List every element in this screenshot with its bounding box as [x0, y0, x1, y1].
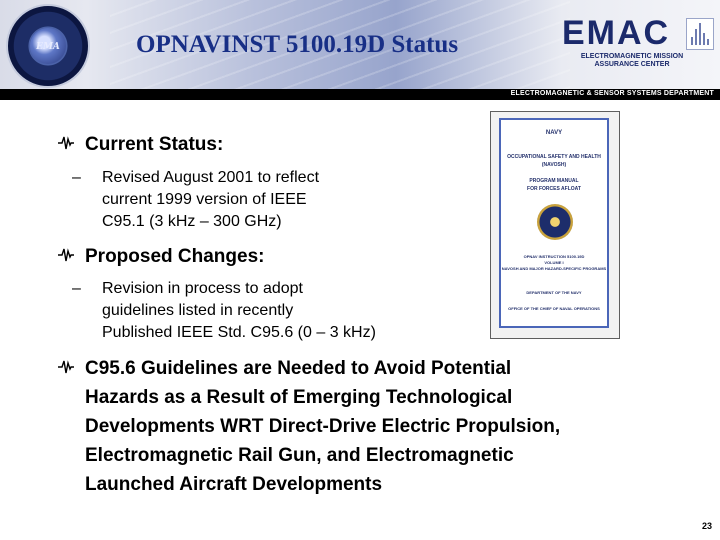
sub-line: Published IEEE Std. C95.6 (0 – 3 kHz): [102, 324, 376, 341]
sub-line: Revision in process to adopt: [102, 280, 303, 297]
dash-marker: –: [72, 280, 81, 297]
cover-line: PROGRAM MANUAL: [529, 178, 579, 184]
seal-text: EMA: [36, 42, 60, 52]
navy-seal-icon: [537, 204, 573, 240]
slide-title: OPNAVINST 5100.19D Status: [136, 31, 459, 58]
department-bar: [0, 89, 720, 100]
cover-line: (NAVOSH): [541, 162, 567, 168]
department-seal-logo: [6, 4, 90, 88]
emac-logo: [562, 14, 714, 76]
cover-line: OFFICE OF THE CHIEF OF NAVAL OPERATIONS: [508, 306, 600, 311]
waveform-bullet-icon: [57, 358, 75, 376]
department-name: ELECTROMAGNETIC & SENSOR SYSTEMS DEPARTMENT: [510, 90, 714, 97]
bullet-line: Electromagnetic Rail Gun, and Electromagnetic: [85, 445, 514, 466]
dash-marker: –: [72, 169, 81, 186]
slide-header: [0, 0, 720, 100]
bullet-line: Hazards as a Result of Emerging Technological: [85, 387, 513, 408]
cover-line: VOLUME I: [544, 260, 564, 265]
bullet-line: Launched Aircraft Developments: [85, 474, 383, 495]
bullet-line: Developments WRT Direct-Drive Electric Propulsion,: [85, 416, 561, 437]
cover-line: OCCUPATIONAL SAFETY AND HEALTH: [507, 154, 601, 160]
sub-line: Revised August 2001 to reflect: [102, 169, 320, 186]
page-number: 23: [701, 521, 712, 531]
waveform-bullet-icon: [57, 134, 75, 152]
cover-line: DEPARTMENT OF THE NAVY: [526, 290, 582, 295]
cover-line: OPNAV INSTRUCTION 5100.19D: [523, 254, 585, 259]
signal-waveform-icon: [686, 18, 714, 50]
cover-line: NAVOSH AND MAJOR HAZARD-SPECIFIC PROGRAMS: [501, 266, 607, 271]
bullet-label: Current Status:: [85, 134, 224, 155]
cover-line: NAVY: [545, 130, 563, 136]
emac-logo-subtitle: ELECTROMAGNETIC MISSION ASSURANCE CENTER: [580, 53, 684, 68]
navosh-manual-cover-image: [490, 111, 620, 339]
sub-line: C95.1 (3 kHz – 300 GHz): [102, 213, 282, 230]
manual-cover-page: [499, 118, 609, 328]
cover-line: FOR FORCES AFLOAT: [527, 186, 581, 192]
waveform-bullet-icon: [57, 246, 75, 264]
sub-line: guidelines listed in recently: [102, 302, 294, 319]
bullet-label: Proposed Changes:: [85, 246, 265, 267]
emac-logo-word: EMAC: [562, 14, 671, 52]
bullet-line: C95.6 Guidelines are Needed to Avoid Potential: [85, 358, 512, 379]
sub-line: current 1999 version of IEEE: [102, 191, 307, 208]
